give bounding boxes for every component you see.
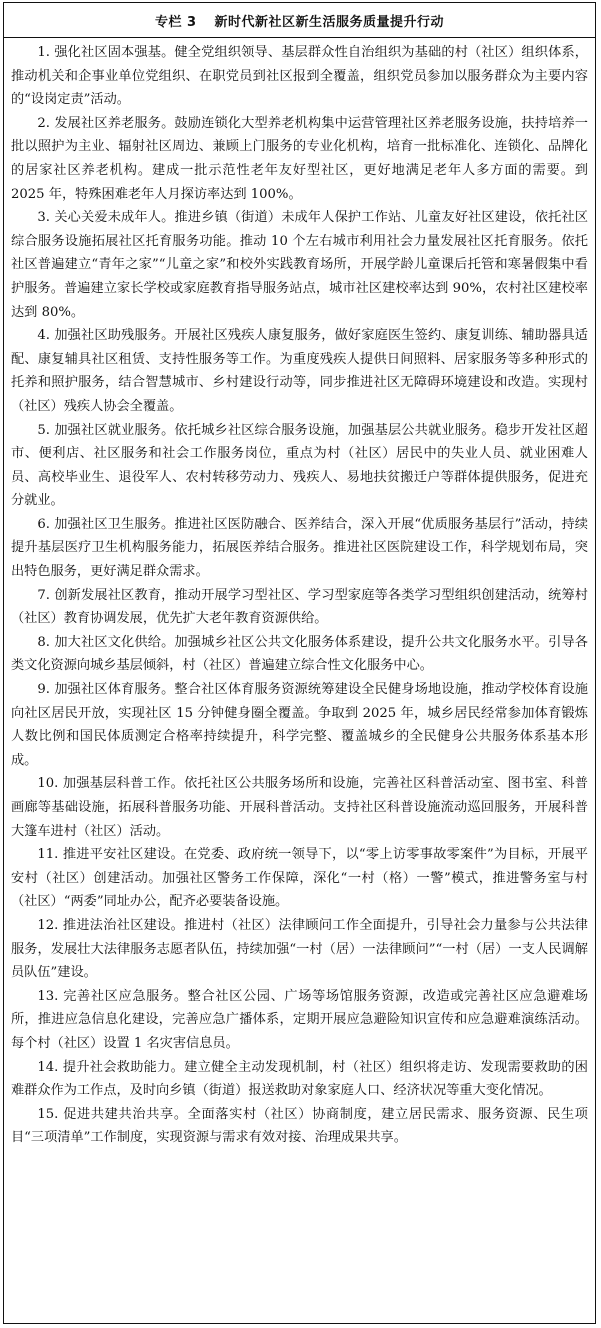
- list-item: 3. 关心关爱未成年人。推进乡镇（街道）未成年人保护工作站、儿童友好社区建设，依托社区综合服务设施拓展社区托育服务功能。推动 10 个左右城市利用社会力量发展社区托育服务。依托社区普遍建立“青年之家”“儿童之家”和校外实践教育场所，开展学龄儿童课后托管和寒暑假集中看护服务。普遍建立家长学校或家庭教育指导服务站点，城市社区建校率达到 90%，农村社区建校率达到 80%。: [11, 210, 588, 320]
- list-item: 2. 发展社区养老服务。鼓励连锁化大型养老机构集中运营管理社区养老服务设施，扶持培养一批以照护为主业、辐射社区周边、兼顾上门服务的专业化机构，培育一批标准化、连锁化、品牌化的居家社区养老机构。建成一批示范性老年友好型社区，更好地满足老年人多方面的需要。到 2025 年，特殊困难老年人月探访率达到 100%。: [11, 115, 588, 202]
- column-title: 新时代新社区新生活服务质量提升行动: [214, 14, 445, 30]
- list-item: 13. 完善社区应急服务。整合社区公园、广场等场馆服务资源，改造或完善社区应急避难场所，推进应急信息化建设，完善应急广播体系，定期开展应急避险知识宣传和应急避难演练活动。每个村（社区）设置 1 名灾害信息员。: [11, 988, 588, 1051]
- list-item: 5. 加强社区就业服务。依托城乡社区综合服务设施，加强基层公共就业服务。稳步开发社区超市、便利店、社区服务和社会工作服务岗位，重点为村（社区）居民中的失业人员、就业困难人员、高校毕业生、退役军人、农村转移劳动力、残疾人、易地扶贫搬迁户等群体提供服务，促进充分就业。: [11, 422, 588, 509]
- column-box: [3, 2, 596, 1324]
- list-item: 6. 加强社区卫生服务。推进社区医防融合、医养结合，深入开展“优质服务基层行”活动，持续提升基层医疗卫生机构服务能力，拓展医养结合服务。推进社区医院建设工作，科学规划布局，突出特色服务，更好满足群众需求。: [11, 516, 588, 580]
- list-item: 1. 强化社区固本强基。健全党组织领导、基层群众性自治组织为基础的村（社区）组织体系，推动机关和企事业单位党组织、在职党员到社区报到全覆盖，组织党员参加以服务群众为主要内容的“设岗定责”活动。: [11, 45, 588, 108]
- list-item: 9. 加强社区体育服务。整合社区体育服务资源统筹建设全民健身场地设施，推动学校体育设施向社区居民开放，实现社区 15 分钟健身圈全覆盖。争取到 2025 年，城乡居民经常参加体育锻炼人数比例和国民体质测定合格率持续提升，科学完整、覆盖城乡的全民健身公共服务体系基本形成。: [11, 682, 588, 768]
- list-item: 8. 加大社区文化供给。加强城乡社区公共文化服务体系建设，提升公共文化服务水平。引导各类文化资源向城乡基层倾斜，村（社区）普遍建立综合性文化服务中心。: [11, 634, 588, 674]
- list-item: 15. 促进共建共治共享。全面落实村（社区）协商制度，建立居民需求、服务资源、民生项目“三项清单”工作制度，实现资源与需求有效对接、治理成果共享。: [11, 1106, 588, 1146]
- column-content: [4, 38, 595, 1150]
- column-tag: 专栏 3: [154, 14, 197, 30]
- list-item: 10. 加强基层科普工作。依托社区公共服务场所和设施，完善社区科普活动室、图书室、科普画廊等基础设施，拓展科普服务功能、开展科普活动。支持社区科普设施流动巡回服务，开展科普大篷车进村（社区）活动。: [11, 776, 588, 839]
- list-item: 14. 提升社会救助能力。建立健全主动发现机制，村（社区）组织将走访、发现需要救助的困难群众作为工作点，及时向乡镇（街道）报送救助对象家庭人口、经济状况等重大变化情况。: [11, 1059, 588, 1099]
- list-item: 12. 推进法治社区建设。推进村（社区）法律顾问工作全面提升，引导社会力量参与公共法律服务，发展壮大法律服务志愿者队伍，持续加强“一村（居）一法律顾问”“一村（居）一支人民调解员队伍”建设。: [11, 917, 588, 981]
- list-item: 4. 加强社区助残服务。开展社区残疾人康复服务，做好家庭医生签约、康复训练、辅助器具适配、康复辅具社区租赁、支持性服务等工作。为重度残疾人提供日间照料、居家服务等多种形式的托养和照护服务，结合智慧城市、乡村建设行动等，同步推进社区无障碍环境建设和改造。实现村（社区）残疾人协会全覆盖。: [11, 328, 588, 414]
- list-item: 7. 创新发展社区教育，推动开展学习型社区、学习型家庭等各类学习型组织创建活动，统筹村（社区）教育协调发展，优先扩大老年教育资源供给。: [11, 587, 588, 627]
- list-item: 11. 推进平安社区建设。在党委、政府统一领导下，以“零上访零事故零案件”为目标，开展平安村（社区）创建活动。加强社区警务工作保障，深化“一村（格）一警”模式，推进警务室与村（社区）“两委”同址办公，配齐必要装备设施。: [11, 847, 588, 910]
- column-header: [4, 3, 595, 38]
